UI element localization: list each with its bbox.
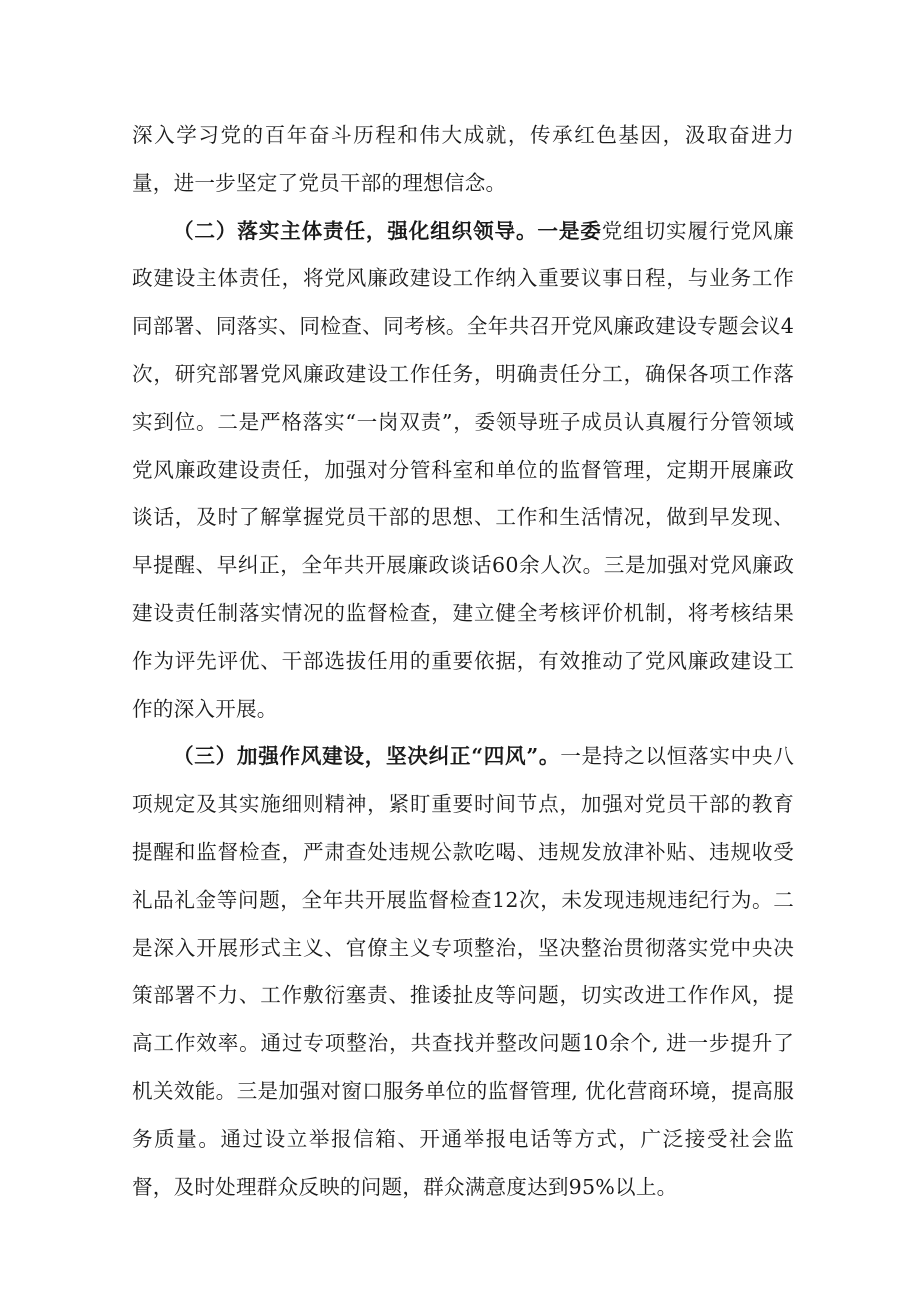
section-heading: （三）加强作风建设，坚决纠正“四风”。 [173,744,561,769]
paragraph-body: 深入学习党的百年奋斗历程和伟大成就，传承红色基因，汲取奋进力量，进一步坚定了党员干部的理想信念。 [132,123,794,195]
paragraph-section-two [132,208,794,734]
paragraph-continuation [132,112,794,208]
paragraph-section-three [132,733,794,1211]
section-heading: （二）落实主体责任，强化组织领导。一是委 [173,218,602,243]
document-page [132,112,794,1211]
paragraph-body: 党组切实履行党风廉政建设主体责任，将党风廉政建设工作纳入重要议事日程，与业务工作同部署、同落实、同检查、同考核。全年共召开党风廉政建设专题会议4次，研究部署党风廉政建设工作任务，明确责任分工，确保各项工作落实到位。二是严格落实“一岗双责”，委领导班子成员认真履行分管领域党风廉政建设责任，加强对分管科室和单位的监督管理，定期开展廉政谈话，及时了解掌握党员干部的思想、工作和生活情况，做到早发现、早提醒、早纠正，全年共开展廉政谈话60余人次。三是加强对党风廉政建设责任制落实情况的监督检查，建立健全考核评价机制，将考核结果作为评先评优、干部选拔任用的重要依据，有效推动了党风廉政建设工作的深入开展。 [132,218,794,721]
paragraph-body: 一是持之以恒落实中央八项规定及其实施细则精神，紧盯重要时间节点，加强对党员干部的教育提醒和监督检查，严肃查处违规公款吃喝、违规发放津补贴、违规收受礼品礼金等问题，全年共开展监督检查12次，未发现违规违纪行为。二是深入开展形式主义、官僚主义专项整治，坚决整治贯彻落实党中央决策部署不力、工作敷衍塞责、推诿扯皮等问题，切实改进工作作风，提高工作效率。通过专项整治，共查找并整改问题10余个, 进一步提升了机关效能。三是加强对窗口服务单位的监督管理, 优化营商环境，提高服务质量。通过设立举报信箱、开通举报电话等方式，广泛接受社会监督，及时处理群众反映的问题，群众满意度达到95%以上。 [132,744,794,1199]
